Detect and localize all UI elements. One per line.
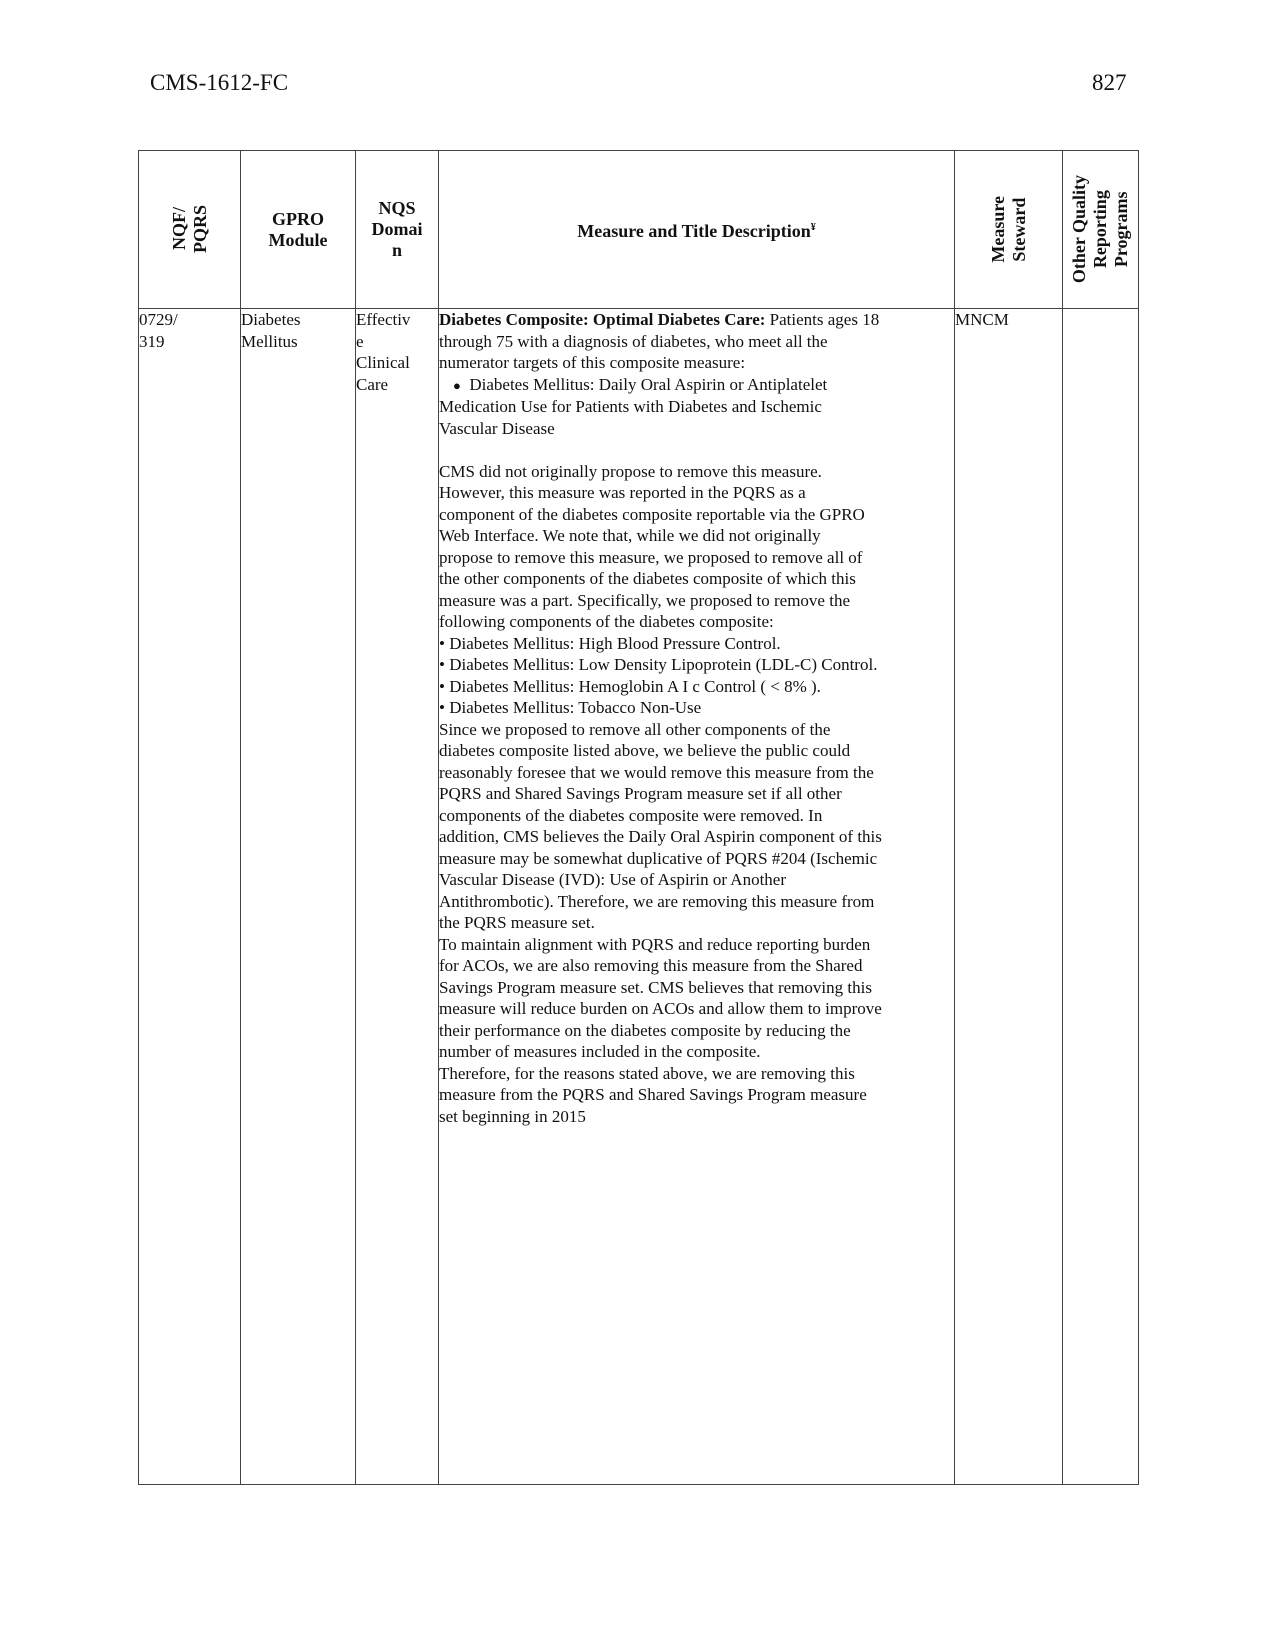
description-line: set beginning in 2015 bbox=[439, 1106, 586, 1126]
description-line: following components of the diabetes composite: bbox=[439, 612, 774, 631]
description-line: their performance on the diabetes composite by reducing the bbox=[439, 1020, 851, 1040]
description-line: for ACOs, we are also removing this measure from the Shared bbox=[439, 956, 863, 975]
description-line: measure may be somewhat duplicative of PQRS #204 (Ischemic bbox=[439, 848, 878, 868]
description-line: reasonably foresee that we would remove this measure from the bbox=[439, 762, 874, 782]
cell-nqs-domain: Effectiv e Clinical Care bbox=[356, 309, 439, 1485]
description-line: components of the diabetes composite were removed. In bbox=[439, 805, 823, 825]
description-line: • Diabetes Mellitus: Hemoglobin A I c Control ( < 8% ). bbox=[439, 676, 821, 696]
cell-measure-description bbox=[439, 309, 955, 1485]
description-line: addition, CMS believes the Daily Oral Aspirin component of this bbox=[439, 827, 882, 846]
header-measure-steward-label: Measure Steward bbox=[987, 196, 1029, 263]
description-line: • Diabetes Mellitus: Tobacco Non-Use bbox=[439, 698, 702, 717]
header-gpro-module: GPRO Module bbox=[241, 151, 356, 309]
yen-footnote-mark: ¥ bbox=[810, 222, 816, 233]
description-line: Web Interface. We note that, while we did not originally bbox=[439, 526, 821, 545]
description-line: Savings Program measure set. CMS believes that removing this bbox=[439, 977, 872, 997]
description-line: measure will reduce burden on ACOs and allow them to improve bbox=[439, 999, 882, 1018]
header-other-programs bbox=[1063, 151, 1139, 309]
document-id: CMS-1612-FC bbox=[150, 70, 289, 95]
description-line: CMS did not originally propose to remove this measure. bbox=[439, 461, 822, 481]
description-intro: Diabetes Composite: Optimal Diabetes Care: Patients ages 18 through 75 with a diagnosis of diabetes, who meet all the numerator targets of this composite measure: bbox=[439, 310, 880, 372]
header-other-programs-label: Other Quality Reporting Programs bbox=[1069, 175, 1131, 284]
description-line: Therefore, for the reasons stated above, we are removing this bbox=[439, 1063, 855, 1083]
description-line: number of measures included in the composite. bbox=[439, 1042, 761, 1061]
header-measure-steward bbox=[955, 151, 1063, 309]
description-line: Since we proposed to remove all other components of the bbox=[439, 719, 831, 739]
description-line: measure was a part. Specifically, we proposed to remove the bbox=[439, 590, 850, 610]
header-nqf-pqrs bbox=[139, 151, 241, 309]
cell-other-programs bbox=[1063, 309, 1139, 1485]
header-nqf-pqrs-label: NQF/ PQRS bbox=[168, 205, 210, 254]
cell-gpro-module: Diabetes Mellitus bbox=[241, 309, 356, 1485]
description-body bbox=[439, 461, 954, 1128]
cell-nqf-pqrs: 0729/ 319 bbox=[139, 309, 241, 1485]
bullet-icon: ● bbox=[453, 377, 461, 393]
description-line: However, this measure was reported in the PQRS as a bbox=[439, 483, 806, 502]
header-measure-title: Measure and Title Description¥ bbox=[439, 151, 955, 309]
description-line: propose to remove this measure, we proposed to remove all of bbox=[439, 547, 863, 567]
measure-title: Diabetes Composite: Optimal Diabetes Care: bbox=[439, 310, 766, 329]
description-line: • Diabetes Mellitus: Low Density Lipoprotein (LDL-C) Control. bbox=[439, 655, 878, 674]
description-bullet: ● Diabetes Mellitus: Daily Oral Aspirin or Antiplatelet Medication Use for Patients with Diabetes and Ischemic Vascular Disease bbox=[439, 374, 828, 438]
description-line: PQRS and Shared Savings Program measure set if all other bbox=[439, 784, 842, 803]
description-line: Vascular Disease (IVD): Use of Aspirin or Another bbox=[439, 870, 786, 889]
page-number: 827 bbox=[1092, 70, 1127, 95]
description-line: the other components of the diabetes composite of which this bbox=[439, 569, 856, 588]
description-line: Antithrombotic). Therefore, we are removing this measure from bbox=[439, 891, 875, 911]
description-line: diabetes composite listed above, we believe the public could bbox=[439, 741, 851, 760]
cell-measure-steward: MNCM bbox=[955, 309, 1063, 1485]
description-line: component of the diabetes composite reportable via the GPRO bbox=[439, 504, 865, 524]
description-line: measure from the PQRS and Shared Savings Program measure bbox=[439, 1085, 867, 1104]
paragraph-gap bbox=[439, 439, 954, 461]
measures-table bbox=[138, 150, 1139, 1485]
description-line: To maintain alignment with PQRS and reduce reporting burden bbox=[439, 934, 871, 954]
description-line: the PQRS measure set. bbox=[439, 913, 595, 932]
description-line: • Diabetes Mellitus: High Blood Pressure Control. bbox=[439, 633, 781, 653]
table-header-row bbox=[139, 151, 1139, 309]
table-row bbox=[139, 309, 1139, 1485]
header-nqs-domain: NQS Domai n bbox=[356, 151, 439, 309]
